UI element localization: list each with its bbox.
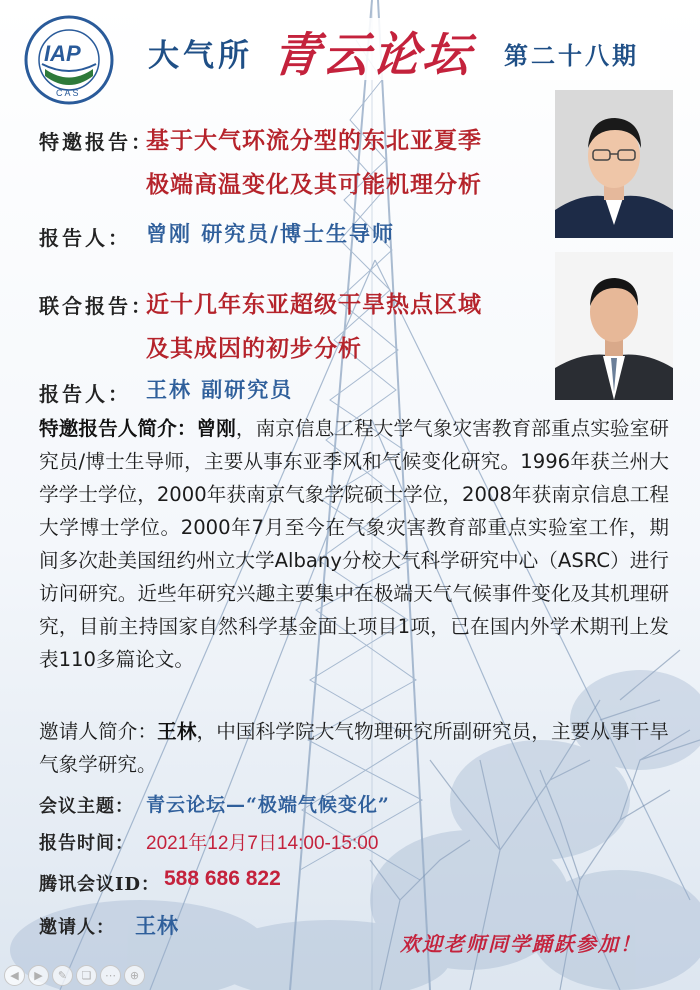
menu-icon[interactable]: ⋯: [100, 965, 121, 986]
talk2-title-line1: 近十几年东亚超级干旱热点区域: [146, 291, 482, 318]
bio1-text: ，南京信息工程大学气象灾害教育部重点实验室研究员/博士生导师，主要从事东亚季风和气候变化研究。1996年获兰州大学学士学位，2000年获南京气象学院硕士学位，2008年获南京信息工程大学博士学位。2000年7月至今在气象灾害教育部重点实验室工作，期间多次赴美国纽约州立大学Albany分校大气科学研究中心（ASRC）进行访问研究。近些年研究兴趣主要集中在极端天气气候事件变化及其机理研究，目前主持国家自然科学基金面上项目1项，已在国内外学术期刊上发表110多篇论文。: [39, 417, 670, 671]
bio2-name: 王林: [157, 720, 197, 743]
bio2-heading: 邀请人简介：: [39, 720, 158, 743]
talk1-speaker-label: 报告人：: [39, 226, 131, 250]
title-prefix: 大气所: [148, 38, 253, 74]
welcome-message: 欢迎老师同学踊跃参加！: [400, 932, 642, 956]
viewer-toolbar: [4, 965, 145, 987]
bio-inviter: [39, 715, 669, 781]
next-icon[interactable]: ▶: [28, 965, 49, 986]
meeting-topic-label: 会议主题：: [39, 796, 134, 817]
copy-icon[interactable]: ❏: [76, 965, 97, 986]
meeting-inviter-label: 邀请人：: [39, 917, 115, 938]
meeting-time-value: 2021年12月7日14:00-15:00: [146, 833, 379, 854]
talk1-label: 特邀报告：: [39, 130, 154, 154]
meeting-id-value: 588 686 822: [164, 867, 281, 890]
meeting-inviter-value: 王林: [135, 913, 179, 938]
title-brand: 青云论坛: [269, 28, 476, 83]
bio-speaker1: [39, 412, 669, 676]
meeting-id-label: 腾讯会议ID：: [39, 874, 161, 895]
talk1-title-line2: 极端高温变化及其可能机理分析: [146, 171, 482, 198]
talk2-speaker-value: 王林 副研究员: [146, 377, 294, 402]
logo-acronym: IAP: [44, 41, 81, 66]
title-issue: 第二十八期: [504, 41, 639, 70]
talk2-title-line2: 及其成因的初步分析: [146, 335, 362, 362]
talk1-speaker-value: 曾刚 研究员/博士生导师: [146, 221, 395, 246]
speaker1-photo: [555, 90, 673, 238]
talk2-speaker-label: 报告人：: [39, 382, 131, 406]
meeting-topic-value: 青云论坛—“极端气候变化”: [146, 794, 390, 816]
pen-icon[interactable]: ✎: [52, 965, 73, 986]
prev-icon[interactable]: ◀: [4, 965, 25, 986]
bio1-heading: 特邀报告人简介：: [39, 417, 197, 440]
logo-sub-text: CAS: [56, 88, 81, 98]
meeting-time-label: 报告时间：: [39, 833, 134, 854]
iap-logo: [18, 14, 120, 106]
talk2-label: 联合报告：: [39, 294, 154, 318]
bio2-text: ，中国科学院大气物理研究所副研究员，主要从事干旱气象学研究。: [39, 720, 670, 776]
bio1-name: 曾刚: [196, 417, 236, 440]
talk1-title-line1: 基于大气环流分型的东北亚夏季: [146, 127, 482, 154]
zoom-icon[interactable]: ⊕: [124, 965, 145, 986]
speaker2-photo: [555, 252, 673, 400]
